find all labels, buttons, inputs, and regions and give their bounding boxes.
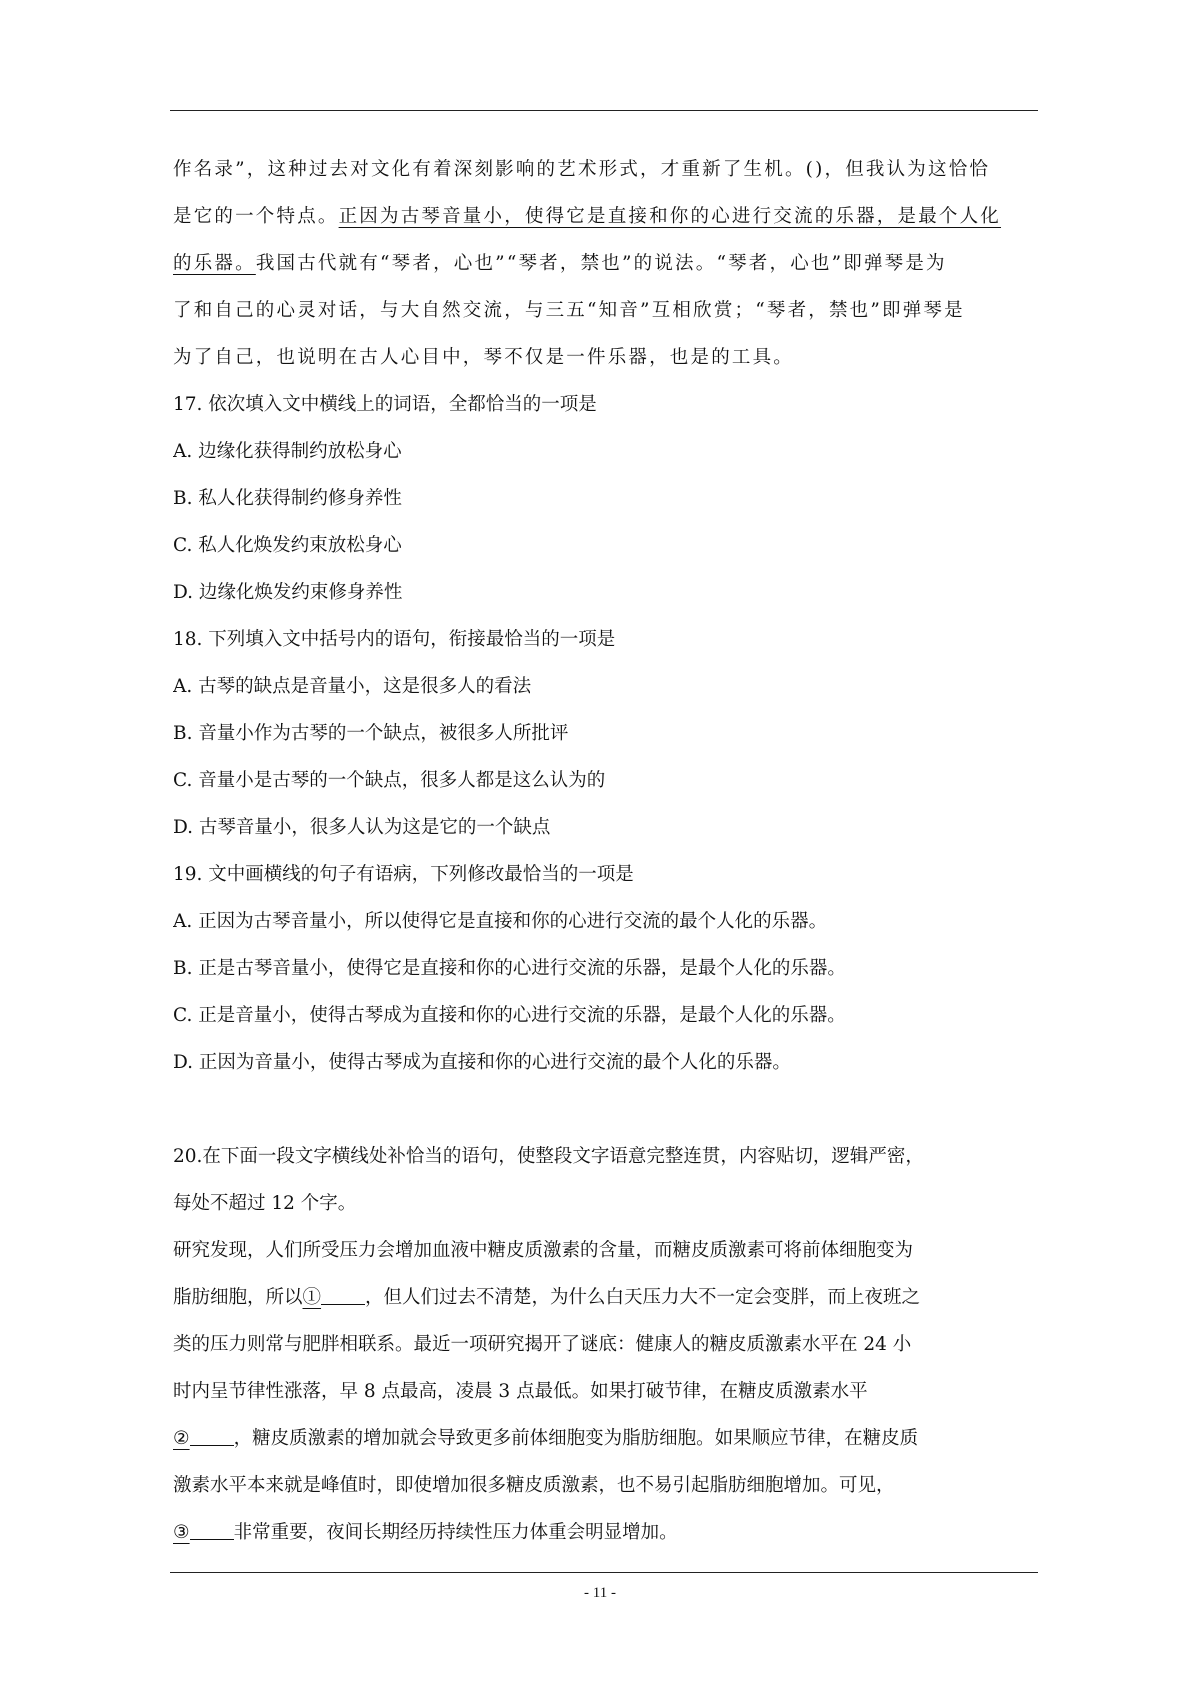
q20-passage-line: 激素水平本来就是峰值时，即使增加很多糖皮质激素，也不易引起脂肪细胞增加。可见，: [173, 1475, 895, 1496]
question-17-stem: 17. 依次填入文中横线上的词语，全都恰当的一项是: [173, 394, 597, 415]
question-20-stem: 20.在下面一段文字横线处补恰当的语句，使整段文字语意完整连贯，内容贴切，逻辑严密，: [173, 1146, 924, 1167]
passage-text: 作名录”，这种过去对文化有着深刻影响的艺术形式，才重新了生机。()，但我认为这恰恰: [173, 159, 991, 180]
blank-2-line: [190, 1427, 234, 1446]
blank-2-marker: ②: [173, 1428, 190, 1449]
passage-line: [173, 240, 1035, 287]
spacer: [173, 1086, 1035, 1133]
underlined-sentence: 正因为古琴音量小，使得它是直接和你的心进行交流的乐器，是最个人化: [338, 206, 1002, 227]
q19-option: A. 正因为古琴音量小，所以使得它是直接和你的心进行交流的最个人化的乐器。: [173, 911, 828, 932]
q19-option: D. 正因为音量小，使得古琴成为直接和你的心进行交流的最个人化的乐器。: [173, 1052, 791, 1073]
q20-passage-line: [173, 1274, 1035, 1321]
q19-option: B. 正是古琴音量小，使得它是直接和你的心进行交流的乐器，是最个人化的乐器。: [173, 958, 846, 979]
q17-option: C. 私人化焕发约束放松身心: [173, 535, 402, 556]
footer-rule: [170, 1572, 1038, 1573]
blank-3-line: [190, 1521, 234, 1540]
blank-3-marker: ③: [173, 1522, 190, 1543]
passage-text: 为了自己，也说明在古人心目中，琴不仅是一件乐器，也是的工具。: [173, 347, 795, 368]
q20-text: ，糖皮质激素的增加就会导致更多前体细胞变为脂肪细胞。如果顺应节律，在糖皮质: [233, 1428, 919, 1449]
q18-option: D. 古琴音量小，很多人认为这是它的一个缺点: [173, 817, 551, 838]
q20-text: 脂肪细胞，所以: [173, 1287, 303, 1308]
passage-line: [173, 334, 1035, 381]
q18-option: A. 古琴的缺点是音量小，这是很多人的看法: [173, 676, 532, 697]
q20-passage-line: [173, 1415, 1035, 1462]
q17-option: B. 私人化获得制约修身养性: [173, 488, 402, 509]
q20-passage-line: 时内呈节律性涨落，早 8 点最高，凌晨 3 点最低。如果打破节律，在糖皮质激素水平: [173, 1381, 868, 1402]
passage-text: 了和自己的心灵对话，与大自然交流，与三五“知音”互相欣赏；“琴者，禁也”即弹琴是: [173, 300, 965, 321]
q17-option: A. 边缘化获得制约放松身心: [173, 441, 402, 462]
q20-passage-line: 类的压力则常与肥胖相联系。最近一项研究揭开了谜底：健康人的糖皮质激素水平在 24 小: [173, 1334, 912, 1355]
passage-text: 是它的一个特点。: [173, 206, 339, 227]
q18-option: C. 音量小是古琴的一个缺点，很多人都是这么认为的: [173, 770, 606, 791]
blank-1-marker: ①: [302, 1287, 322, 1308]
q19-option: C. 正是音量小，使得古琴成为直接和你的心进行交流的乐器，是最个人化的乐器。: [173, 1005, 846, 1026]
blank-1-line: [321, 1286, 365, 1305]
question-20-stem: 每处不超过 12 个字。: [173, 1193, 357, 1214]
q20-passage-line: 研究发现，人们所受压力会增加血液中糖皮质激素的含量，而糖皮质激素可将前体细胞变为: [173, 1240, 914, 1261]
page-number: - 11 -: [584, 1585, 616, 1601]
underlined-sentence: 的乐器。: [173, 253, 256, 274]
passage-line: [173, 287, 1035, 334]
page-content: [173, 146, 1035, 1556]
passage-text: 我国古代就有“琴者，心也”“琴者，禁也”的说法。“琴者，心也”即弹琴是为: [255, 253, 947, 274]
q20-passage-line: [173, 1509, 1035, 1556]
q20-text: ，但人们过去不清楚，为什么白天压力大不一定会变胖，而上夜班之: [365, 1287, 921, 1308]
header-rule: [170, 110, 1038, 111]
q17-option: D. 边缘化焕发约束修身养性: [173, 582, 403, 603]
q20-text: 非常重要，夜间长期经历持续性压力体重会明显增加。: [233, 1522, 678, 1543]
passage-line: [173, 193, 1035, 240]
passage-line: [173, 146, 1035, 193]
question-18-stem: 18. 下列填入文中括号内的语句，衔接最恰当的一项是: [173, 629, 616, 650]
q18-option: B. 音量小作为古琴的一个缺点，被很多人所批评: [173, 723, 569, 744]
question-19-stem: 19. 文中画横线的句子有语病，下列修改最恰当的一项是: [173, 864, 634, 885]
